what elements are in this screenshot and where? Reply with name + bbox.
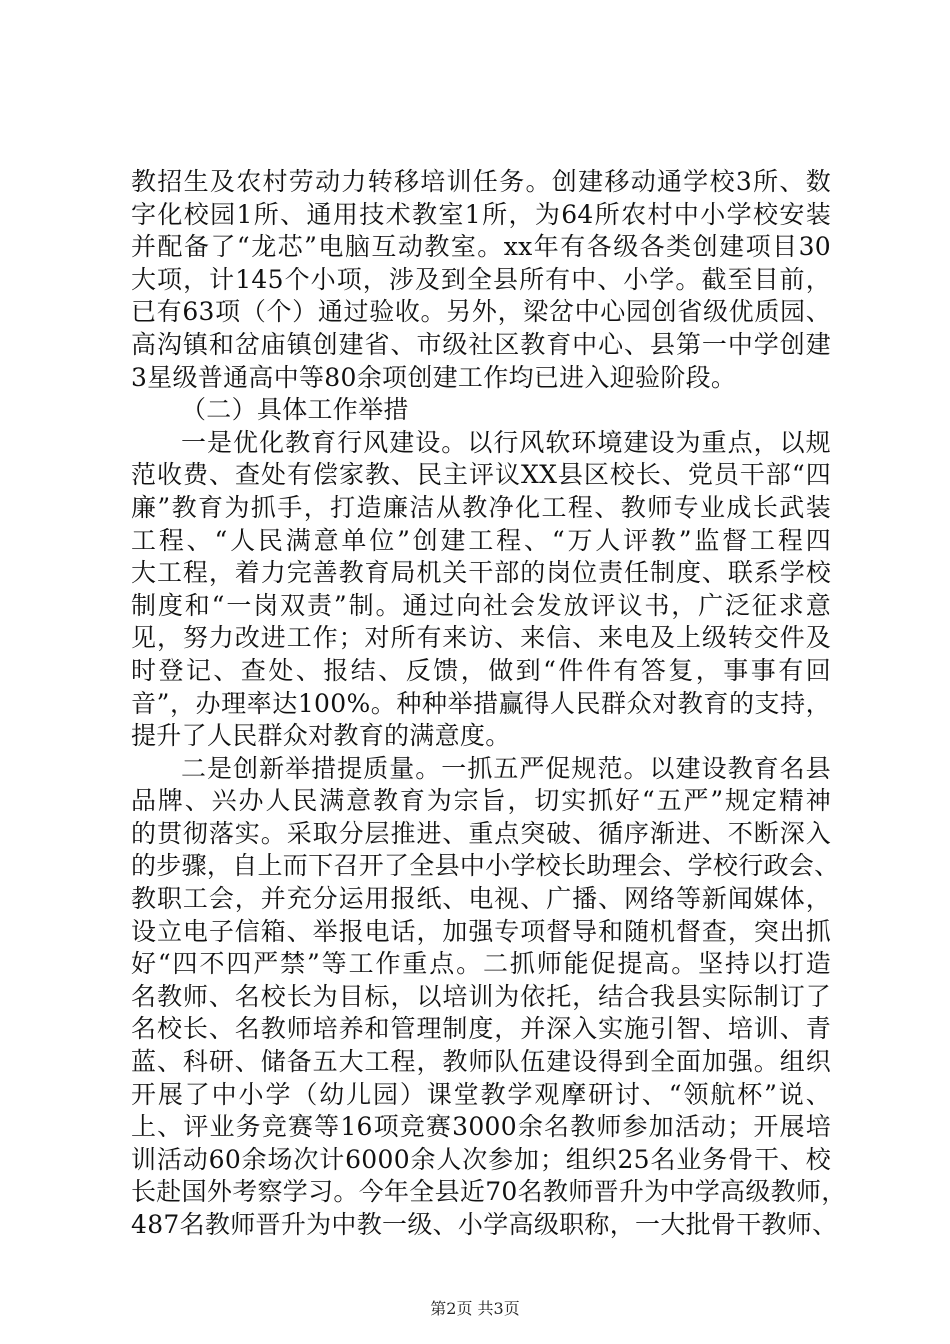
document-body [131, 166, 847, 1242]
text-line: 廉”教育为抓手，打造廉洁从教净化工程、教师专业成长武装 [131, 492, 831, 522]
text-line: 高沟镇和岔庙镇创建省、市级社区教育中心、县第一中学创建 [131, 329, 831, 359]
text-line: 教招生及农村劳动力转移培训任务。创建移动通学校3所、数 [131, 167, 831, 196]
text-line: 名教师、名校长为目标，以培训为依托，结合我县实际制订了 [131, 981, 831, 1011]
text-line: 一是优化教育行风建设。以行风软环境建设为重点，以规 [181, 427, 831, 457]
text-line: 见，努力改进工作；对所有来访、来信、来电及上级转交件及 [131, 623, 831, 653]
text-line: 音”，办理率达100%。种种举措赢得人民群众对教育的支持， [131, 688, 831, 718]
text-line: 的步骤，自上而下召开了全县中小学校长助理会、学校行政会、 [131, 851, 840, 881]
text-line: 长赴国外考察学习。今年全县近70名教师晋升为中学高级教师， [131, 1177, 847, 1207]
text-line: 制度和“一岗双责”制。通过向社会发放评议书，广泛征求意 [131, 590, 831, 620]
section-heading: （二）具体工作举措 [181, 395, 409, 425]
page-number-footer: 第2页 共3页 [430, 1299, 520, 1318]
text-line: 并配备了“龙芯”电脑互动教室。xx年有各级各类创建项目30 [131, 232, 831, 262]
text-line: 字化校园1所、通用技术教室1所，为64所农村中小学校安装 [131, 199, 831, 229]
text-line: 3星级普通高中等80余项创建工作均已进入迎验阶段。 [131, 362, 737, 392]
text-line: 范收费、查处有偿家教、民主评议XX县区校长、党员干部“四 [131, 460, 831, 490]
text-line: 工程、“人民满意单位”创建工程、“万人评教”监督工程四 [131, 525, 831, 555]
text-line: 时登记、查处、报结、反馈，做到“件件有答复，事事有回 [131, 655, 831, 685]
text-line: 蓝、科研、储备五大工程，教师队伍建设得到全面加强。组织 [131, 1047, 831, 1077]
text-line: 名校长、名教师培养和管理制度，并深入实施引智、培训、青 [131, 1014, 831, 1044]
text-line: 品牌、兴办人民满意教育为宗旨，切实抓好“五严”规定精神 [131, 786, 831, 816]
text-line: 二是创新举措提质量。一抓五严促规范。以建设教育名县 [181, 753, 831, 783]
text-line: 大工程，着力完善教育局机关干部的岗位责任制度、联系学校 [131, 558, 831, 588]
text-line: 好“四不四严禁”等工作重点。二抓师能促提高。坚持以打造 [131, 949, 831, 979]
text-line: 大项，计145个小项，涉及到全县所有中、小学。截至目前， [131, 264, 831, 294]
text-line: 487名教师晋升为中教一级、小学高级职称，一大批骨干教师、 [131, 1210, 838, 1239]
text-line: 已有63项（个）通过验收。另外，梁岔中心园创省级优质园、 [131, 297, 831, 327]
text-line: 的贯彻落实。采取分层推进、重点突破、循序渐进、不断深入 [131, 818, 831, 848]
text-line: 上、评业务竞赛等16项竞赛3000余名教师参加活动；开展培 [131, 1112, 831, 1142]
text-line: 训活动60余场次计6000余人次参加；组织25名业务骨干、校 [131, 1144, 831, 1174]
text-line: 开展了中小学（幼儿园）课堂教学观摩研讨、“领航杯”说、 [131, 1079, 831, 1109]
text-line: 设立电子信箱、举报电话，加强专项督导和随机督查，突出抓 [131, 916, 831, 946]
text-line: 教职工会，并充分运用报纸、电视、广播、网络等新闻媒体， [131, 884, 831, 914]
text-line: 提升了人民群众对教育的满意度。 [131, 721, 511, 751]
